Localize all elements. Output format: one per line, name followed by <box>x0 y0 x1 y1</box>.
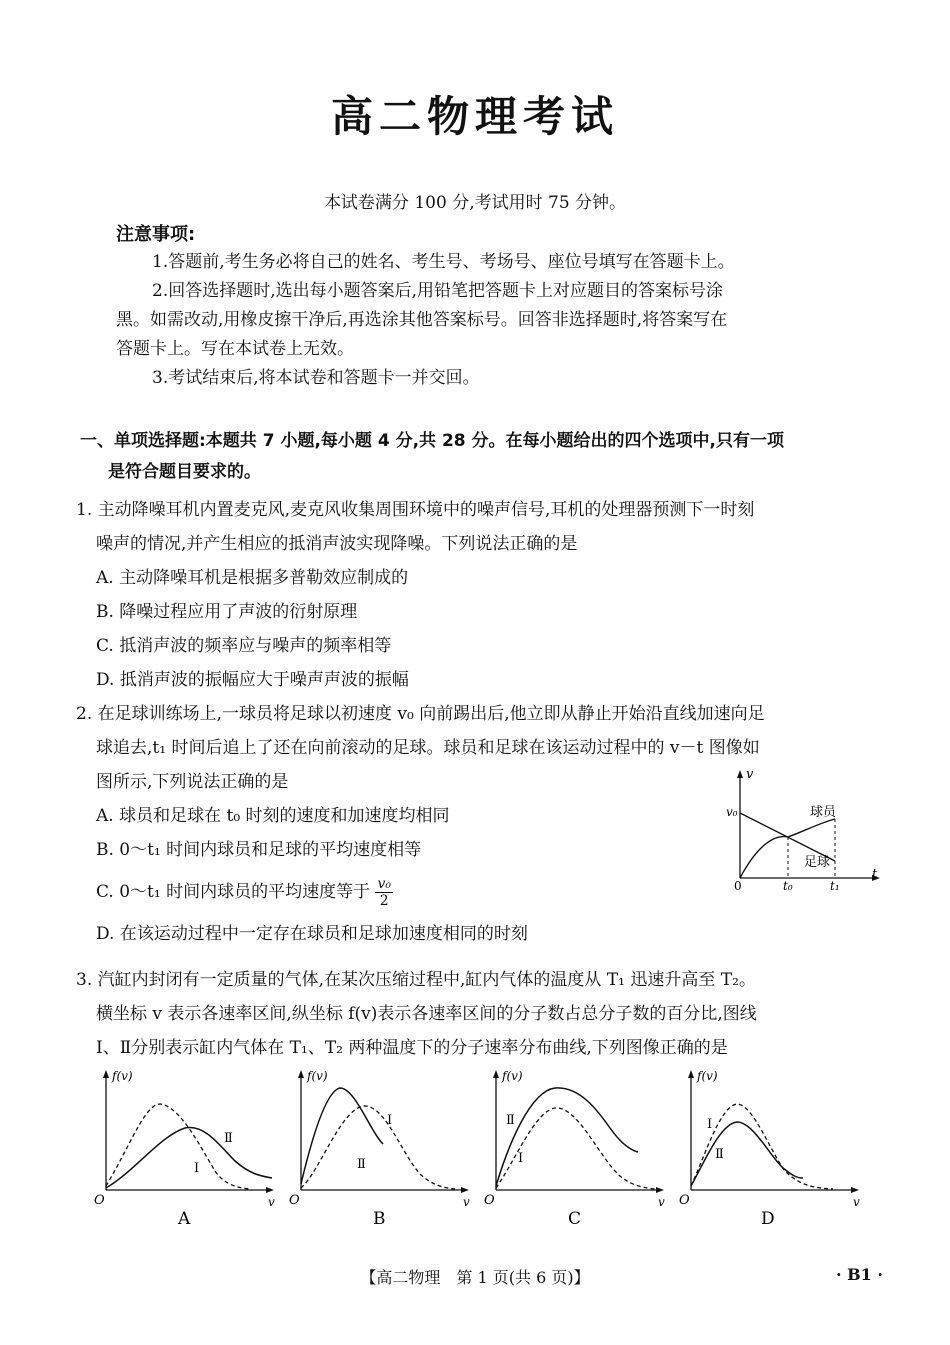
option-b: B. 0～t₁ 时间内球员和足球的平均速度相等 <box>96 840 422 860</box>
option-d: D. 抵消声波的振幅应大于噪声声波的振幅 <box>96 670 409 690</box>
page-code: · B1 · <box>836 1265 883 1284</box>
curve-label-2: Ⅱ <box>715 1147 724 1162</box>
axis-label-fv: f(v) <box>307 1069 328 1083</box>
t0-label: t₀ <box>783 879 793 893</box>
axis-label-v: v <box>658 1195 665 1209</box>
curve-label-1: Ⅰ <box>387 1113 393 1128</box>
question-stem: 横坐标 v 表示各速率区间,纵坐标 f(v)表示各速率区间的分子数占总分子数的百分比,图线 <box>96 1004 757 1024</box>
axis-label-v: v <box>268 1195 275 1209</box>
axis-label-v: v <box>853 1195 860 1209</box>
exam-title: 高二物理考试 <box>330 92 619 141</box>
option-c-text: C. 0～t₁ 时间内球员的平均速度等于 <box>96 882 371 902</box>
question-3 <box>76 963 886 1065</box>
question-stem: 1. 主动降噪耳机内置麦克风,麦克风收集周围环境中的噪声信号,耳机的处理器预测下一时刻 <box>76 500 755 520</box>
curve-label-2: Ⅱ <box>506 1113 515 1128</box>
section-heading <box>80 426 880 488</box>
curve-1 <box>301 1106 455 1189</box>
vt-graph <box>722 766 884 896</box>
origin-label: O <box>679 1193 690 1208</box>
axis-label-v: v <box>463 1195 470 1209</box>
option-a: A. 球员和足球在 t₀ 时刻的速度和加速度均相同 <box>96 806 450 826</box>
option-c: C. 抵消声波的频率应与噪声的频率相等 <box>96 636 392 656</box>
v0-label: v₀ <box>726 805 738 819</box>
fraction-denominator: 2 <box>379 893 389 909</box>
graph-letter: B <box>373 1209 386 1229</box>
option-a: A. 主动降噪耳机是根据多普勒效应制成的 <box>96 568 409 588</box>
question-stem: 球追去,t₁ 时间后追上了还在向前滚动的足球。球员和足球在该运动过程中的 v－t 图像如 <box>96 738 760 758</box>
curve-label-1: Ⅰ <box>518 1151 524 1166</box>
graph-letter: C <box>568 1209 582 1229</box>
player-label: 球员 <box>810 805 837 820</box>
question-stem: 噪声的情况,并产生相应的抵消声波实现降噪。下列说法正确的是 <box>96 534 578 554</box>
notice-list <box>116 248 851 393</box>
notice-heading: 注意事项: <box>116 224 196 245</box>
question-stem: Ⅰ、Ⅱ分别表示缸内气体在 T₁、T₂ 两种温度下的分子速率分布曲线,下列图像正确的是 <box>96 1038 728 1058</box>
ball-label: 足球 <box>804 855 831 870</box>
question-stem: 3. 汽缸内封闭有一定质量的气体,在某次压缩过程中,缸内气体的温度从 T₁ 迅速升高至 T₂。 <box>76 970 756 990</box>
option-graph-a <box>90 1066 280 1231</box>
axis-label-fv: f(v) <box>502 1069 523 1083</box>
origin-label: O <box>289 1193 300 1208</box>
option-d: D. 在该运动过程中一定存在球员和足球加速度相同的时刻 <box>96 924 528 944</box>
curve-label-2: Ⅱ <box>357 1157 366 1172</box>
page-footer: 【高二物理 第 1 页(共 6 页)】 <box>360 1268 590 1287</box>
notice-item: 1.答题前,考生务必将自己的姓名、考生号、考场号、座位号填写在答题卡上。 <box>152 252 735 272</box>
option-graph-c <box>480 1066 670 1231</box>
curve-label-1: Ⅰ <box>707 1117 713 1132</box>
option-graph-b <box>285 1066 475 1231</box>
exam-subtitle: 本试卷满分 100 分,考试用时 75 分钟。 <box>323 193 627 213</box>
graph-letter: D <box>761 1209 775 1229</box>
axis-label-v: v <box>746 767 754 782</box>
axis-label-t: t <box>872 867 878 882</box>
curve-2 <box>496 1088 638 1186</box>
section-line: 一、单项选择题:本题共 7 小题,每小题 4 分,共 28 分。在每小题给出的四个选项中,只有一项 <box>80 431 784 451</box>
fraction <box>375 876 393 909</box>
t1-label: t₁ <box>830 879 840 893</box>
curve-1 <box>106 1104 250 1189</box>
notice-item: 3.考试结束后,将本试卷和答题卡一并交回。 <box>152 368 480 388</box>
option-graph-d <box>675 1066 865 1231</box>
notice-item: 答题卡上。写在本试卷上无效。 <box>116 339 354 359</box>
axis-label-fv: f(v) <box>112 1069 133 1083</box>
origin-label: 0 <box>734 879 742 893</box>
origin-label: O <box>484 1193 495 1208</box>
axis-label-fv: f(v) <box>697 1069 718 1083</box>
curve-2 <box>106 1128 272 1188</box>
curve-label-1: Ⅰ <box>194 1161 200 1176</box>
graph-letter: A <box>178 1209 191 1229</box>
question-1 <box>76 493 886 697</box>
curve-label-2: Ⅱ <box>224 1131 233 1146</box>
notice-item: 黑。如需改动,用橡皮擦干净后,再选涂其他答案标号。回答非选择题时,将答案写在 <box>116 310 728 330</box>
question-stem: 图所示,下列说法正确的是 <box>96 772 289 792</box>
origin-label: O <box>94 1193 105 1208</box>
notice-item: 2.回答选择题时,选出每小题答案后,用铅笔把答题卡上对应题目的答案标号涂 <box>152 281 724 301</box>
section-line: 是符合题目要求的。 <box>108 462 261 482</box>
fraction-numerator: v₀ <box>377 876 392 892</box>
option-b: B. 降噪过程应用了声波的衍射原理 <box>96 602 358 622</box>
question-stem: 2. 在足球训练场上,一球员将足球以初速度 v₀ 向前踢出后,他立即从静止开始沿直线加速向足 <box>76 704 765 724</box>
curve-2 <box>301 1088 383 1184</box>
